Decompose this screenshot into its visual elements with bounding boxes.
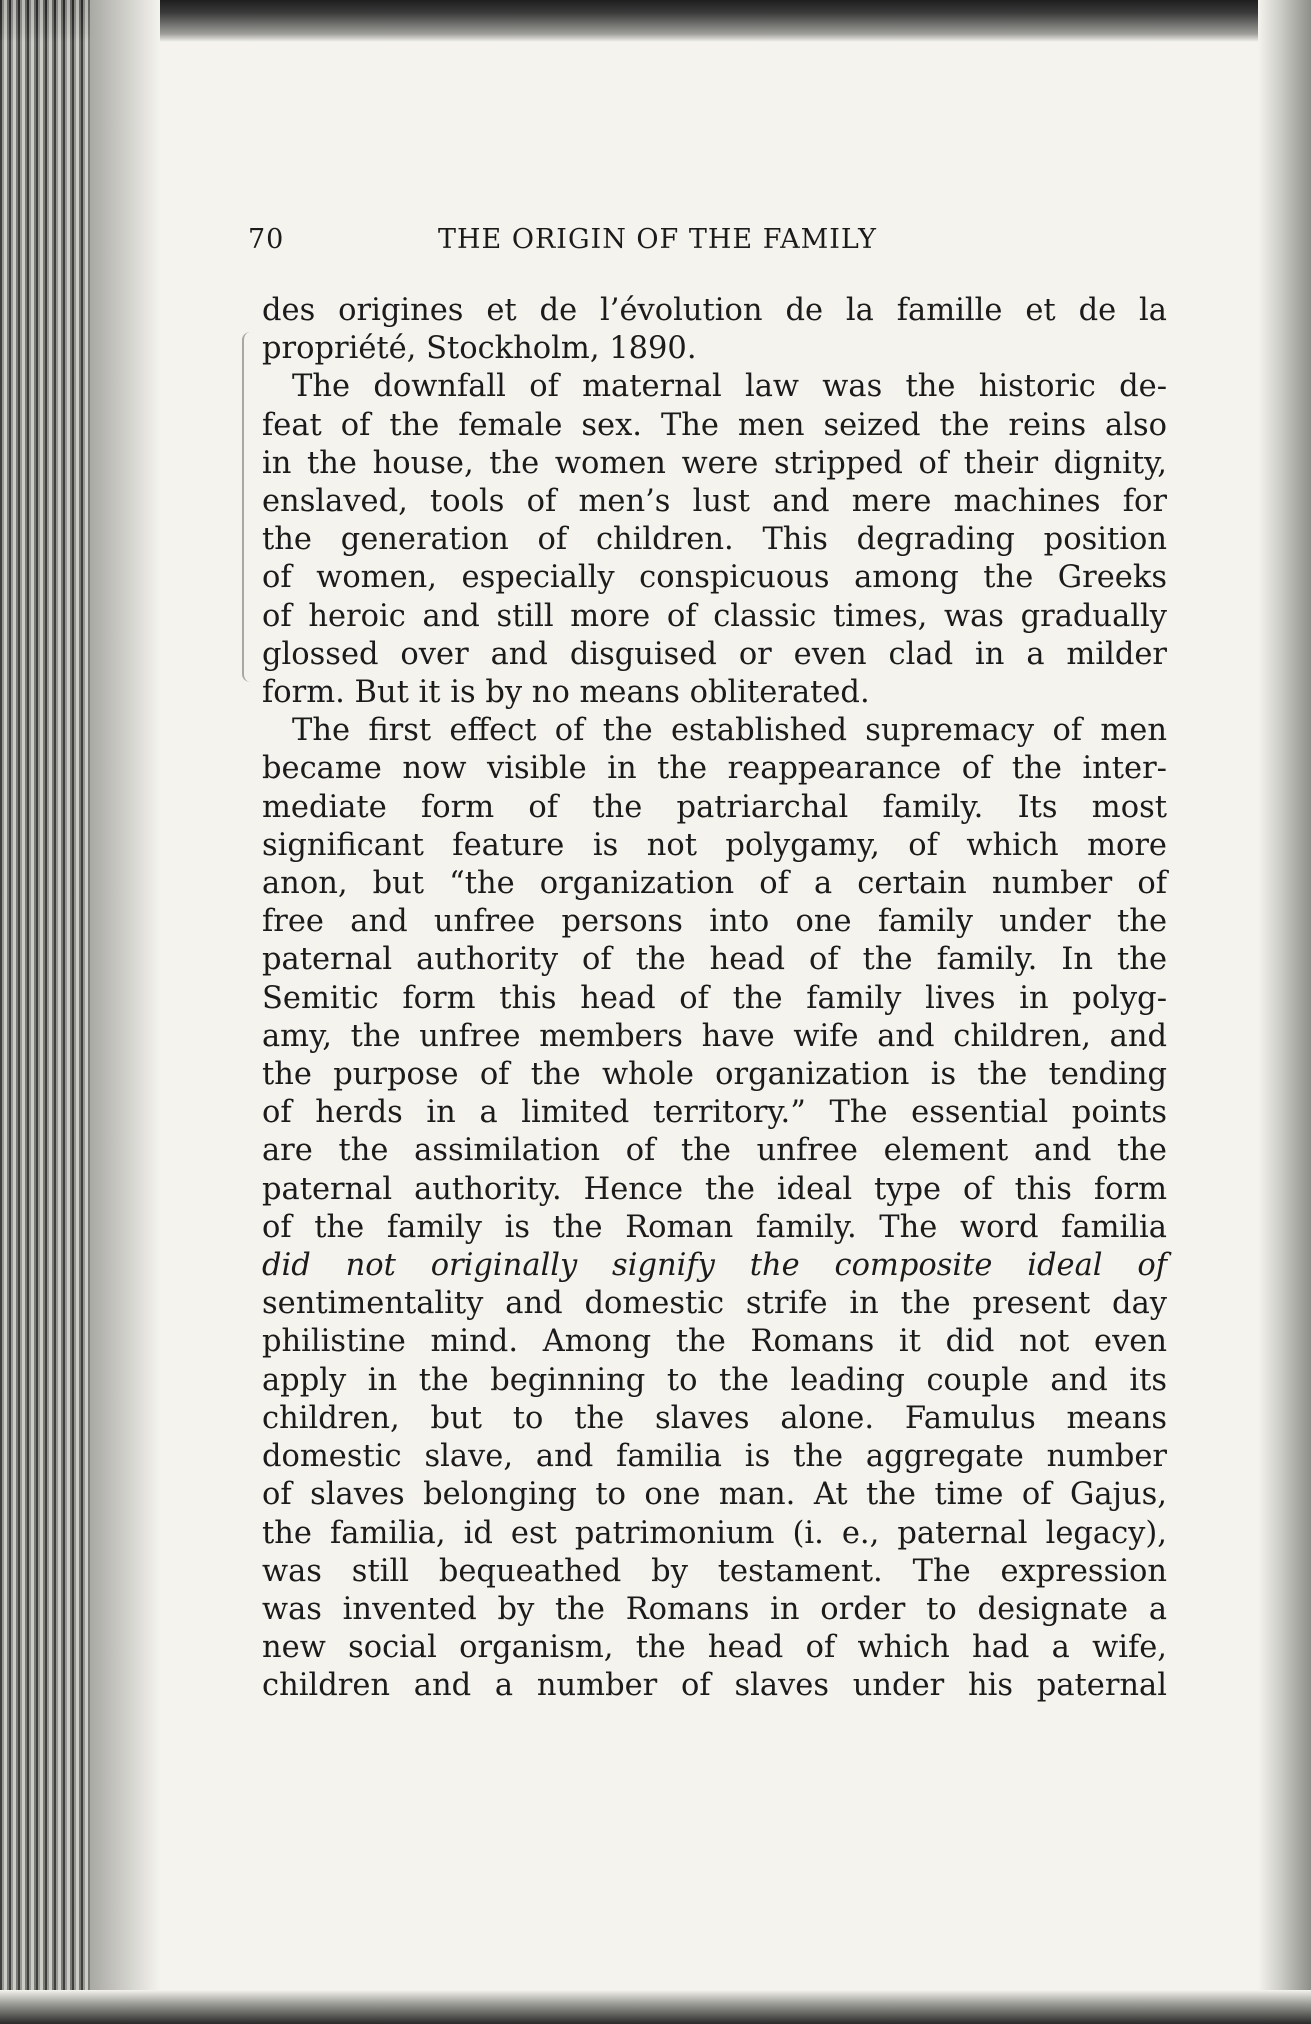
top-scan-shadow <box>0 0 1311 42</box>
margin-bracket-mark <box>242 332 256 682</box>
text-line: feat of the female sex. The men seized the reins also <box>262 407 1167 443</box>
text-line: new social organism, the head of which had a wife, <box>262 1630 1167 1666</box>
page-header <box>248 224 1167 268</box>
bottom-scan-shadow <box>0 1990 1311 2024</box>
text-line: children and a number of slaves under his paternal <box>262 1668 1167 1704</box>
text-line: sentimentality and domestic strife in the present day <box>262 1286 1167 1322</box>
text-line: the familia, id est patrimonium (i. e., paternal legacy), <box>262 1515 1167 1551</box>
text-line: form. But it is by no means obliterated. <box>262 675 870 711</box>
text-line: Semitic form this head of the family lives in polyg- <box>262 980 1167 1016</box>
text-line: are the assimilation of the unfree element and the <box>262 1133 1167 1169</box>
book-page <box>248 224 1167 1706</box>
text-line: anon, but “the organization of a certain number of <box>262 866 1167 902</box>
text-line: paternal authority of the head of the family. In the <box>262 942 1167 978</box>
gutter-shadow <box>90 0 160 2024</box>
page-number: 70 <box>248 224 285 255</box>
text-line: The first effect of the established supremacy of men <box>292 713 1167 749</box>
text-line: enslaved, tools of men’s lust and mere machines for <box>262 484 1167 520</box>
text-line <box>262 1247 1167 1285</box>
text-line: paternal authority. Hence the ideal type of this form <box>262 1171 1167 1207</box>
text-line: of slaves belonging to one man. At the time of Gajus, <box>262 1477 1167 1513</box>
text-line: mediate form of the patriarchal family. Its most <box>262 789 1167 825</box>
text-line: in the house, the women were stripped of their dignity, <box>262 445 1167 481</box>
text-line: of herds in a limited territory.” The essential points <box>262 1095 1167 1131</box>
text-line: free and unfree persons into one family under the <box>262 904 1167 940</box>
text-line: des origines et de l’évolution de la famille et de la <box>262 293 1167 328</box>
text-line: of the family is the Roman family. The word familia <box>262 1209 1167 1245</box>
running-head: THE ORIGIN OF THE FAMILY <box>438 224 877 255</box>
italic-phrase: did not originally signify the composite ideal of <box>262 1248 1167 1284</box>
text-line: domestic slave, and familia is the aggregate number <box>262 1439 1167 1475</box>
text-line: propriété, Stockholm, 1890. <box>262 331 697 367</box>
text-line: amy, the unfree members have wife and children, and <box>262 1018 1167 1054</box>
text-line: glossed over and disguised or even clad in a milder <box>262 636 1167 672</box>
body-text <box>262 292 1167 1706</box>
text-line: of women, especially conspicuous among the Greeks <box>262 560 1167 596</box>
text-line: became now visible in the reappearance of the inter- <box>262 751 1167 787</box>
text-line: apply in the beginning to the leading couple and its <box>262 1362 1167 1398</box>
book-spine-edge <box>0 0 90 2024</box>
text-line: The downfall of maternal law was the historic de- <box>292 369 1167 405</box>
text-line: the generation of children. This degrading position <box>262 522 1167 558</box>
right-page-edge <box>1258 0 1311 2024</box>
text-line: of heroic and still more of classic times, was gradually <box>262 598 1167 634</box>
text-line: philistine mind. Among the Romans it did not even <box>262 1324 1167 1360</box>
text-line: was still bequeathed by testament. The expression <box>262 1553 1167 1589</box>
text-line: significant feature is not polygamy, of which more <box>262 827 1167 863</box>
text-line: children, but to the slaves alone. Famulus means <box>262 1400 1167 1436</box>
text-line: the purpose of the whole organization is the tending <box>262 1057 1167 1093</box>
text-line: was invented by the Romans in order to designate a <box>262 1591 1167 1627</box>
